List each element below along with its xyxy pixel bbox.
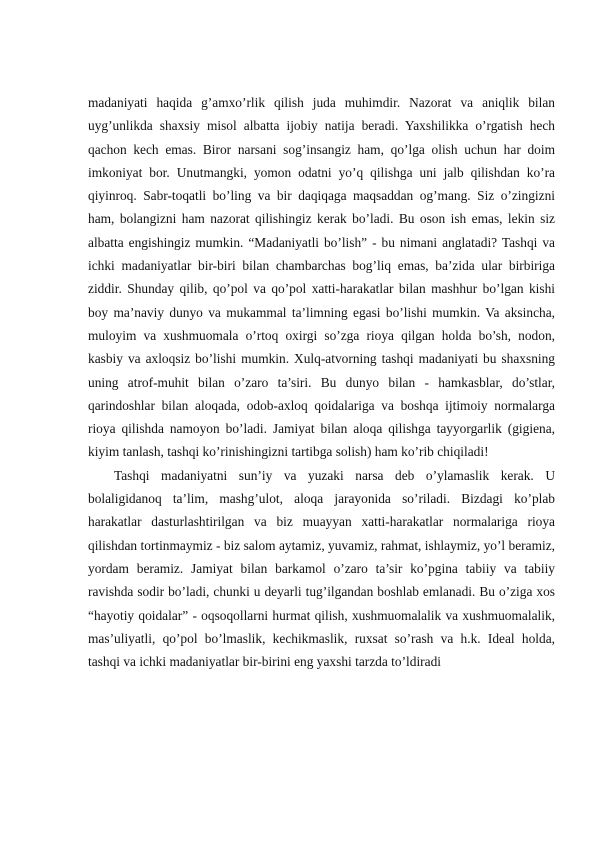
- paragraph-1: madaniyati haqida g’amxo’rlik qilish juda muhimdir. Nazorat va aniqlik bilan uyg’unlikda shaxsiy misol albatta ijobiy natija beradi. Yaxshilikka o’rgatish hech qachon kech emas. Biror narsani sog’insangiz ham, qo’lga olish uchun har doim imkoniyat bor. Unutmangki, yomon odatni yo’q qilishga uni jalb qilishdan ko’ra qiyinroq. Sabr-toqatli bo’ling va bir daqiqaga maqsaddan og’mang. Siz o’zingizni ham, bolangizni ham nazorat qilishingiz kerak bo’ladi. Bu oson ish emas, lekin siz albatta engishingiz mumkin. “Madaniyatli bo’lish” - bu nimani anglatadi? Tashqi va ichki madaniyatlar bir-biri bilan chambarchas bog’liq emas, ba’zida ular birbiriga ziddir. Shunday qilib, qo’pol va qo’pol xatti-harakatlar bilan mashhur bo’lgan kishi boy ma’naviy dunyo va mukammal ta’limning egasi bo’lishi mumkin. Va aksincha, muloyim va xushmuomala o’rtoq oxirgi so’zga rioya qilgan holda bo’sh, nodon, kasbiy va axloqsiz bo’lishi mumkin. Xulq-atvorning tashqi madaniyati bu shaxsning uning atrof-muhit bilan o’zaro ta’siri. Bu dunyo bilan - hamkasblar, do’stlar, qarindoshlar bilan aloqada, odob-axloq qoidalariga va boshqa ijtimoiy normalarga rioya qilishda namoyon bo’ladi. Jamiyat bilan aloqa qilishga tayyorgarlik (gigiena, kiyim tanlash, tashqi ko’rinishingizni tartibga solish) ham ko’rib chiqiladi!: [88, 95, 555, 460]
- body-text: [88, 91, 555, 673]
- paragraph-2: Tashqi madaniyatni sun’iy va yuzaki narsa deb o’ylamaslik kerak. U bolaligidanoq ta’lim, mashg’ulot, aloqa jarayonida so’riladi. Bizdagi ko’plab harakatlar dasturlashtirilgan va biz muayyan xatti-harakatlar normalariga rioya qilishdan tortinmaymiz - biz salom aytamiz, yuvamiz, rahmat, ishlaymiz, yo’l beramiz, yordam beramiz. Jamiyat bilan barkamol o’zaro ta’sir ko’pgina tabiiy va tabiiy ravishda sodir bo’ladi, chunki u deyarli tug’ilgandan boshlab emlanadi. Bu o’ziga xos “hayotiy qoidalar” - oqsoqollarni hurmat qilish, xushmuomalalik va xushmuomalalik, mas’uliyatli, qo’pol bo’lmaslik, kechikmaslik, ruxsat so’rash va h.k. Ideal holda, tashqi va ichki madaniyatlar bir-birini eng yaxshi tarzda to’ldiradi: [88, 467, 555, 670]
